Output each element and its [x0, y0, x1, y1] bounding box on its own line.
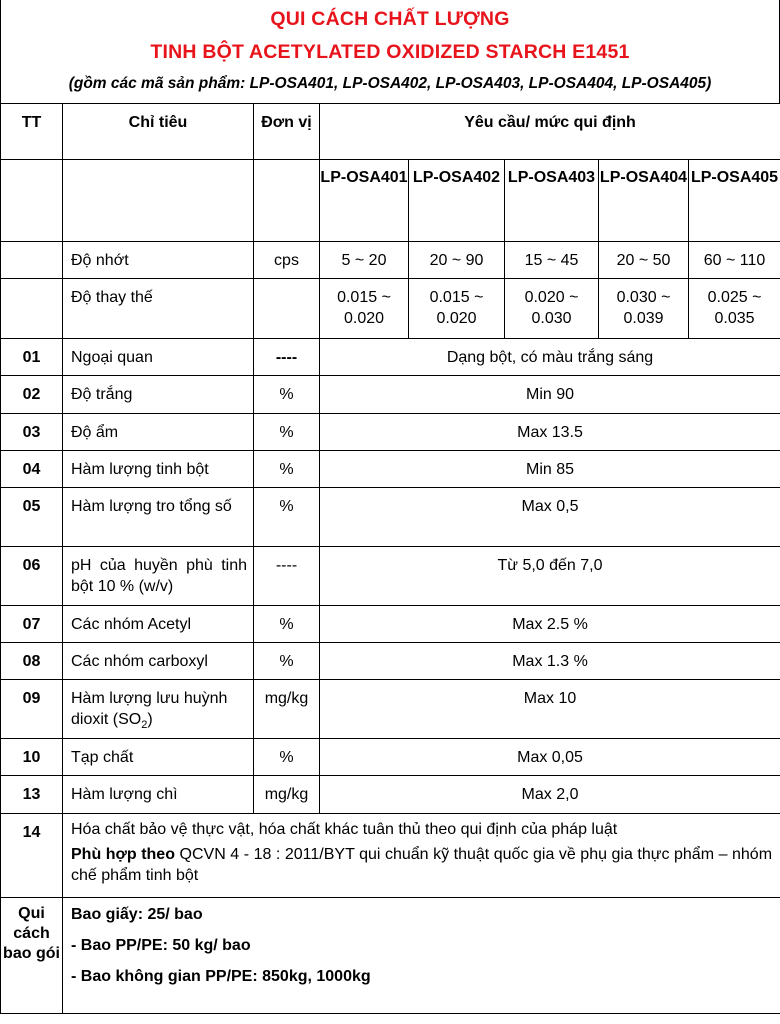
substitution-value: 0.030 ~ 0.039 — [599, 279, 689, 339]
product-code: LP-OSA402 — [409, 160, 505, 242]
row-unit: % — [254, 414, 320, 451]
row-unit: % — [254, 606, 320, 643]
row-unit: % — [254, 451, 320, 488]
row-label: Hàm lượng chì — [63, 776, 254, 814]
subscript: 2 — [141, 719, 148, 732]
table-row — [1, 451, 780, 488]
row-number: 02 — [1, 376, 63, 414]
row-label-text: Hàm lượng lưu huỳnh dioxit (SO — [71, 690, 228, 728]
viscosity-value: 15 ~ 45 — [505, 242, 599, 279]
row-label: Ngoại quan — [63, 339, 254, 376]
table-row — [1, 488, 780, 547]
compliance-line-2 — [71, 844, 772, 886]
subtitle: (gồm các mã sản phẩm: LP-OSA401, LP-OSA402, LP-OSA403, LP-OSA404, LP-OSA405) — [68, 75, 712, 92]
packing-label: Qui cách bao gói — [1, 898, 63, 1014]
table-row — [1, 339, 780, 376]
row-unit: ---- — [254, 547, 320, 606]
col-header-chi-tieu: Chỉ tiêu — [63, 104, 254, 160]
row-value: Max 2.5 % — [320, 606, 780, 643]
row-value: Min 85 — [320, 451, 780, 488]
compliance-text: QCVN 4 - 18 : 2011/BYT qui chuẩn kỹ thuật quốc gia về phụ gia thực phẩm – nhóm chế phẩm tinh bột — [71, 846, 773, 884]
table-row — [1, 547, 780, 606]
row-number: 13 — [1, 776, 63, 814]
row-number: 01 — [1, 339, 63, 376]
col-header-tt: TT — [1, 104, 63, 160]
document-header — [0, 0, 780, 104]
substitution-value: 0.015 ~ 0.020 — [320, 279, 409, 339]
row-label: Độ trắng — [63, 376, 254, 414]
viscosity-value: 20 ~ 90 — [409, 242, 505, 279]
substitution-value: 0.015 ~ 0.020 — [409, 279, 505, 339]
row-value: Max 0,5 — [320, 488, 780, 547]
row-number: 05 — [1, 488, 63, 547]
row-number: 14 — [1, 814, 63, 898]
compliance-bold: Phù hợp theo — [71, 846, 175, 863]
compliance-row — [1, 814, 780, 898]
product-code: LP-OSA405 — [689, 160, 780, 242]
row-value: Max 13.5 — [320, 414, 780, 451]
title-line-1: QUI CÁCH CHẤT LƯỢNG — [270, 8, 510, 30]
row-value: Dạng bột, có màu trắng sáng — [320, 339, 780, 376]
table-row — [1, 739, 780, 776]
spec-table — [0, 103, 780, 1014]
row-label — [63, 680, 254, 739]
row-label: Hàm lượng tro tổng số — [63, 488, 254, 547]
row-number: 03 — [1, 414, 63, 451]
packing-item: Bao giấy: 25/ bao — [71, 906, 203, 923]
packing-list — [63, 898, 780, 1014]
row-unit: % — [254, 376, 320, 414]
col-header-don-vi: Đơn vị — [254, 104, 320, 160]
substitution-value: 0.025 ~ 0.035 — [689, 279, 780, 339]
viscosity-value: 20 ~ 50 — [599, 242, 689, 279]
packing-row — [1, 898, 780, 1014]
product-code-row — [1, 160, 780, 242]
row-label: Độ ẩm — [63, 414, 254, 451]
row-unit: % — [254, 488, 320, 547]
row-label: pH của huyền phù tinh bột 10 % (w/v) — [63, 547, 254, 606]
substitution-value: 0.020 ~ 0.030 — [505, 279, 599, 339]
row-value: Từ 5,0 đến 7,0 — [320, 547, 780, 606]
compliance-line-1: Hóa chất bảo vệ thực vật, hóa chất khác tuân thủ theo qui định của pháp luật — [71, 821, 618, 838]
table-row — [1, 680, 780, 739]
row-number: 04 — [1, 451, 63, 488]
row-value: Min 90 — [320, 376, 780, 414]
row-unit: % — [254, 643, 320, 680]
product-code: LP-OSA404 — [599, 160, 689, 242]
packing-item: - Bao không gian PP/PE: 850kg, 1000kg — [71, 968, 371, 985]
row-number: 06 — [1, 547, 63, 606]
product-code: LP-OSA401 — [320, 160, 409, 242]
row-label: Độ nhớt — [63, 242, 254, 279]
row-unit: mg/kg — [254, 680, 320, 739]
substitution-row — [1, 279, 780, 339]
row-label: Các nhóm Acetyl — [63, 606, 254, 643]
row-unit: ---- — [254, 339, 320, 376]
viscosity-value: 5 ~ 20 — [320, 242, 409, 279]
row-unit: cps — [254, 242, 320, 279]
row-number: 10 — [1, 739, 63, 776]
table-row — [1, 376, 780, 414]
viscosity-row — [1, 242, 780, 279]
row-label: Các nhóm carboxyl — [63, 643, 254, 680]
compliance-note — [63, 814, 780, 898]
table-header-row — [1, 104, 780, 160]
row-value: Max 10 — [320, 680, 780, 739]
row-number: 09 — [1, 680, 63, 739]
row-value: Max 2,0 — [320, 776, 780, 814]
col-header-yeu-cau: Yêu cầu/ mức qui định — [320, 104, 780, 160]
packing-item: - Bao PP/PE: 50 kg/ bao — [71, 937, 251, 954]
row-label: Hàm lượng tinh bột — [63, 451, 254, 488]
row-unit: % — [254, 739, 320, 776]
table-row — [1, 776, 780, 814]
table-row — [1, 606, 780, 643]
row-number: 08 — [1, 643, 63, 680]
viscosity-value: 60 ~ 110 — [689, 242, 780, 279]
row-value: Max 1.3 % — [320, 643, 780, 680]
row-label: Tạp chất — [63, 739, 254, 776]
product-code: LP-OSA403 — [505, 160, 599, 242]
row-label-end: ) — [147, 711, 153, 728]
row-value: Max 0,05 — [320, 739, 780, 776]
row-unit: mg/kg — [254, 776, 320, 814]
row-label: Độ thay thế — [63, 279, 254, 339]
title-line-2: TINH BỘT ACETYLATED OXIDIZED STARCH E1451 — [150, 41, 630, 63]
row-number: 07 — [1, 606, 63, 643]
row-unit — [254, 279, 320, 339]
table-row — [1, 414, 780, 451]
table-row — [1, 643, 780, 680]
